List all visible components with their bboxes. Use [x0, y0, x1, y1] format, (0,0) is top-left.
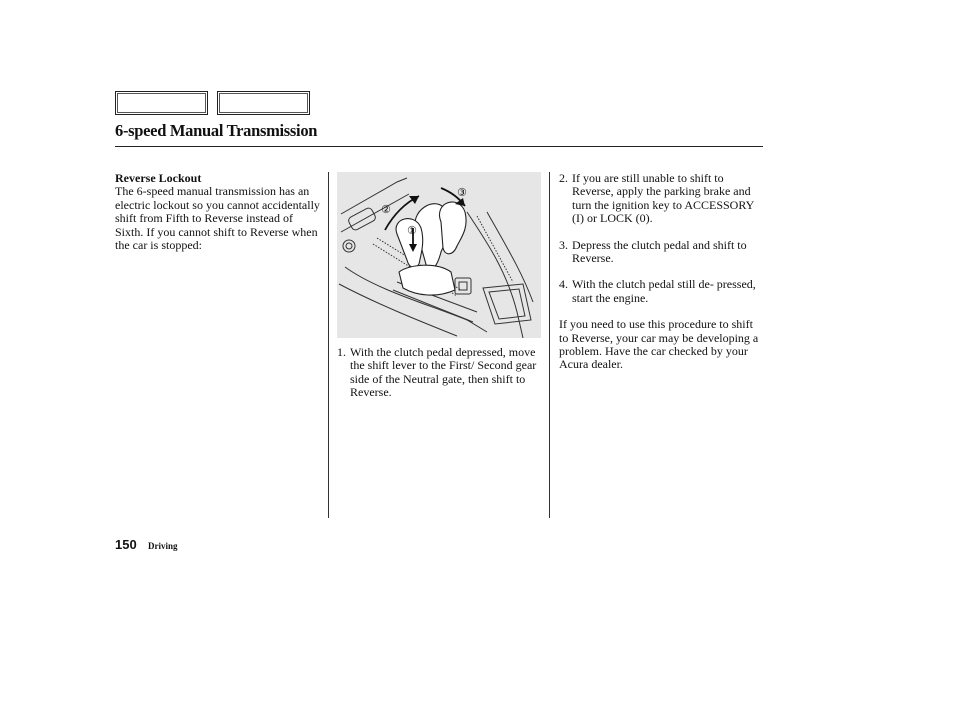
step-1-block — [337, 346, 542, 400]
step-number: 1. — [337, 345, 346, 359]
step-text: Depress the clutch pedal and shift to Reverse. — [572, 237, 747, 266]
column-divider-1 — [328, 172, 329, 518]
nav-tab-box-1[interactable] — [115, 91, 208, 115]
step-item — [337, 346, 542, 400]
callout-3: ③ — [457, 186, 467, 199]
column-3 — [559, 172, 763, 372]
page-title: 6-speed Manual Transmission — [115, 121, 318, 140]
column-divider-2 — [549, 172, 550, 518]
callout-1: ① — [407, 224, 417, 237]
step-number: 3. — [559, 237, 568, 252]
callout-2: ② — [381, 203, 391, 216]
step-text: With the clutch pedal depressed, move the shift lever to the First/ Second gear side of the Neutral gate, then shift to Reverse. — [350, 345, 537, 400]
nav-tab-box-2[interactable] — [217, 91, 310, 115]
step-text: If you are still unable to shift to Reverse, apply the parking brake and turn the ignition key to ACCESSORY (I) or LOCK (0). — [572, 171, 754, 226]
step-item — [559, 278, 763, 305]
column-1 — [115, 172, 321, 252]
title-rule — [115, 146, 763, 147]
step-number: 4. — [559, 277, 568, 292]
closing-paragraph: If you need to use this procedure to shift to Reverse, your car may be developing a problem. Have the car checked by your Acura dealer. — [559, 317, 759, 372]
step-number: 2. — [559, 171, 568, 185]
section-body: The 6-speed manual transmission has an electric lockout so you cannot accidentally shift from Fifth to Reverse instead of Sixth. If you cannot shift to Reverse when the car is stopped: — [115, 184, 320, 253]
page-number: 150 — [115, 537, 137, 552]
section-heading: Reverse Lockout — [115, 171, 202, 185]
shift-lever-drawing — [337, 172, 541, 338]
shift-lever-illustration — [337, 172, 541, 338]
step-item — [559, 239, 763, 266]
step-text: With the clutch pedal still de- pressed, start the engine. — [572, 277, 756, 305]
section-label: Driving — [148, 541, 178, 551]
step-item — [559, 172, 763, 226]
